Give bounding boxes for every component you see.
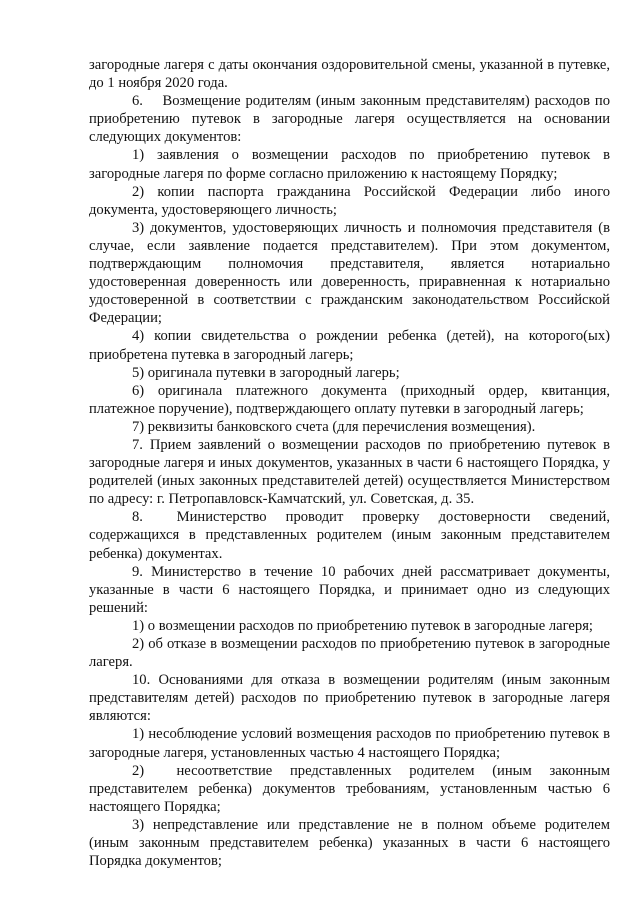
paragraph-item-9: 9. Министерство в течение 10 рабочих дней рассматривает документы, указанные в части 6 настоящего Порядка, и принимает одно из следующих решений:	[89, 563, 610, 616]
paragraph-subitem-10-1: 1) несоблюдение условий возмещения расходов по приобретению путевок в загородные лагеря, установленных частью 4 настоящего Порядка;	[89, 726, 610, 761]
paragraph-item-10: 10. Основаниями для отказа в возмещении родителям (иным законным представителям детей) расходов по приобретению путевок в загородные лагеря являются:	[89, 672, 610, 725]
paragraph-subitem-6-1: 1) заявления о возмещении расходов по приобретению путевок в загородные лагеря по форме согласно приложению к настоящему Порядку;	[89, 147, 610, 182]
paragraph-subitem-6-2: 2) копии паспорта гражданина Российской Федерации либо иного документа, удостоверяющего личность;	[89, 183, 610, 218]
paragraph-subitem-6-5: 5) оригинала путевки в загородный лагерь;	[132, 364, 400, 381]
paragraph-subitem-10-2: 2) несоответствие представленных родителем (иным законным представителем ребенка) документов требованиям, установленным частью 6 настоящего Порядка;	[89, 762, 610, 815]
paragraph-continuation: загородные лагеря с даты окончания оздоровительной смены, указанной в путевке, до 1 ноября 2020 года.	[89, 57, 610, 92]
paragraph-subitem-10-3: 3) непредставление или представление не в полном объеме родителем (иным законным представителем ребенка) указанных в части 6 настоящего Порядка документов;	[89, 816, 610, 870]
document-page	[89, 56, 610, 870]
paragraph-subitem-6-6: 6) оригинала платежного документа (приходный ордер, квитанция, платежное поручение), подтверждающего оплату путевки в загородный лагерь;	[89, 382, 610, 417]
paragraph-subitem-9-1: 1) о возмещении расходов по приобретению путевок в загородные лагеря;	[132, 617, 593, 634]
paragraph-item-6: 6. Возмещение родителям (иным законным представителям) расходов по приобретению путевок в загородные лагеря осуществляется на основании следующих документов:	[89, 93, 610, 146]
paragraph-item-7: 7. Прием заявлений о возмещении расходов по приобретению путевок в загородные лагеря и иных документов, указанных в части 6 настоящего Порядка, у родителей (иных законных представителей детей) осуществляется Министерством по адресу: г. Петропавловск-Камчатский, ул. Советская, д. 35.	[89, 436, 610, 508]
paragraph-item-8: 8. Министерство проводит проверку достоверности сведений, содержащихся в представленных родителем (иным законным представителем ребенка) документах.	[89, 509, 610, 562]
paragraph-subitem-9-2: 2) об отказе в возмещении расходов по приобретению путевок в загородные лагеря.	[89, 636, 610, 671]
paragraph-subitem-6-7: 7) реквизиты банковского счета (для перечисления возмещения).	[132, 418, 536, 435]
paragraph-subitem-6-3: 3) документов, удостоверяющих личность и полномочия представителя (в случае, если заявление подается представителем). При этом документом, подтверждающим полномочия представителя, является нотариально удостоверенная доверенность или доверенность, приравненная к нотариально удостоверенной в соответствии с гражданским законодательством Российской Федерации;	[89, 219, 610, 327]
paragraph-subitem-6-4: 4) копии свидетельства о рождении ребенка (детей), на которого(ых) приобретена путевка в загородный лагерь;	[89, 328, 610, 363]
